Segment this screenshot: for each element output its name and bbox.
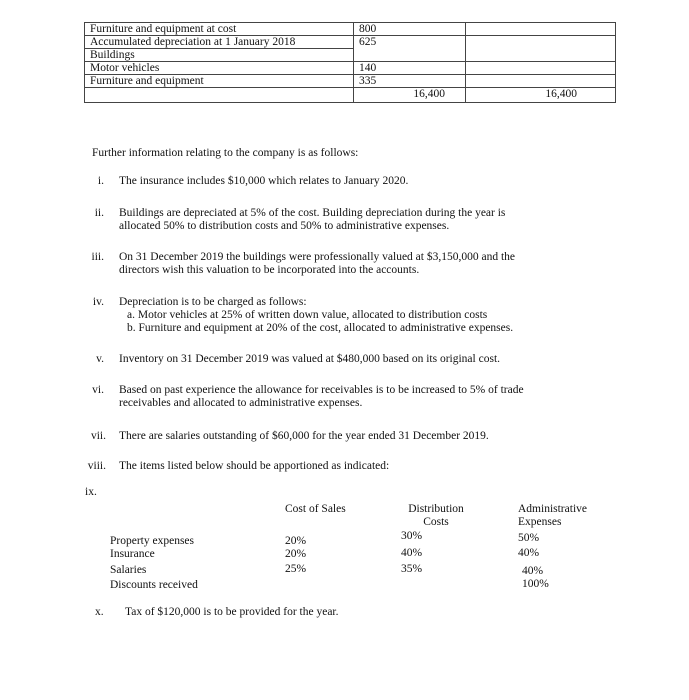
header-cost-of-sales: Cost of Sales [285, 503, 346, 515]
row-value [354, 49, 466, 62]
item-v-line-1: Inventory on 31 December 2019 was valued at $480,000 based on its original cost. [119, 353, 501, 365]
item-number: vii. [90, 430, 106, 442]
apportion-row-label: Insurance [110, 548, 155, 560]
total-credit: 16,400 [466, 88, 616, 103]
row-label: Buildings [85, 49, 354, 62]
row-value-credit [466, 62, 616, 75]
table-row [85, 49, 616, 62]
table-row [85, 62, 616, 75]
row-value-credit [466, 36, 616, 49]
item-number: vi. [92, 384, 104, 396]
item-number: iii. [91, 251, 104, 263]
total-label-cell [85, 88, 354, 103]
item-number: iv. [92, 296, 104, 308]
row-label: Furniture and equipment at cost [85, 23, 354, 36]
row-value: 800 [354, 23, 466, 36]
item-vi-line-1: Based on past experience the allowance for receivables is to be increased to 5% of trade [119, 384, 524, 396]
row-value: 140 [354, 62, 466, 75]
distribution-value: 40% [401, 547, 423, 559]
apportion-row-label: Property expenses [110, 535, 194, 547]
row-value-credit [466, 23, 616, 36]
cost-of-sales-value: 20% [285, 548, 307, 560]
item-iv-line-a: a. Motor vehicles at 25% of written down value, allocated to distribution costs [127, 309, 488, 321]
row-label: Motor vehicles [85, 62, 354, 75]
administrative-value: 40% [522, 565, 544, 577]
header-administrative-1: Administrative [518, 503, 587, 515]
header-distribution-2: Costs [423, 516, 449, 528]
header-distribution-1: Distribution [408, 503, 464, 515]
distribution-value: 30% [401, 530, 423, 542]
distribution-value: 35% [401, 563, 423, 575]
item-vi-line-2: receivables and allocated to administrative expenses. [119, 397, 363, 409]
item-number: i. [97, 175, 104, 187]
item-number: viii. [87, 460, 106, 472]
row-label: Furniture and equipment [85, 75, 354, 88]
item-ii-line-1: Buildings are depreciated at 5% of the cost. Building depreciation during the year is [119, 207, 506, 219]
apportion-row-label: Salaries [110, 564, 147, 576]
item-vii-line-1: There are salaries outstanding of $60,000 for the year ended 31 December 2019. [119, 430, 489, 442]
item-ii-line-2: allocated 50% to distribution costs and 50% to administrative expenses. [119, 220, 450, 232]
total-debit: 16,400 [354, 88, 466, 103]
row-value: 335 [354, 75, 466, 88]
item-number: ii. [94, 207, 104, 219]
item-iii-line-2: directors wish this valuation to be incorporated into the accounts. [119, 264, 420, 276]
table-row [85, 23, 616, 36]
item-viii-line-1: The items listed below should be apportioned as indicated: [119, 460, 390, 472]
cost-of-sales-value: 25% [285, 563, 307, 575]
header-administrative-2: Expenses [518, 516, 562, 528]
administrative-value: 50% [518, 532, 540, 544]
administrative-value: 40% [518, 547, 540, 559]
item-x-line-1: Tax of $120,000 is to be provided for the year. [125, 606, 339, 618]
administrative-value: 100% [522, 578, 549, 590]
row-value-credit [466, 75, 616, 88]
item-number: ix. [85, 486, 97, 498]
cost-of-sales-value: 20% [285, 535, 307, 547]
row-value-credit [466, 49, 616, 62]
item-i-line-1: The insurance includes $10,000 which relates to January 2020. [119, 175, 409, 187]
row-value: 625 [354, 36, 466, 49]
intro-text: Further information relating to the company is as follows: [92, 147, 359, 159]
row-label: Accumulated depreciation at 1 January 2018 [85, 36, 354, 49]
item-number: x. [95, 606, 104, 618]
balance-table [84, 22, 616, 103]
table-row [85, 75, 616, 88]
item-number: v. [96, 353, 104, 365]
table-total-row [85, 88, 616, 103]
item-iv-line-1: Depreciation is to be charged as follows: [119, 296, 307, 308]
item-iii-line-1: On 31 December 2019 the buildings were professionally valued at $3,150,000 and the [119, 251, 516, 263]
table-row [85, 36, 616, 49]
item-iv-line-b: b. Furniture and equipment at 20% of the cost, allocated to administrative expenses. [127, 322, 514, 334]
apportion-row-label: Discounts received [110, 579, 198, 591]
